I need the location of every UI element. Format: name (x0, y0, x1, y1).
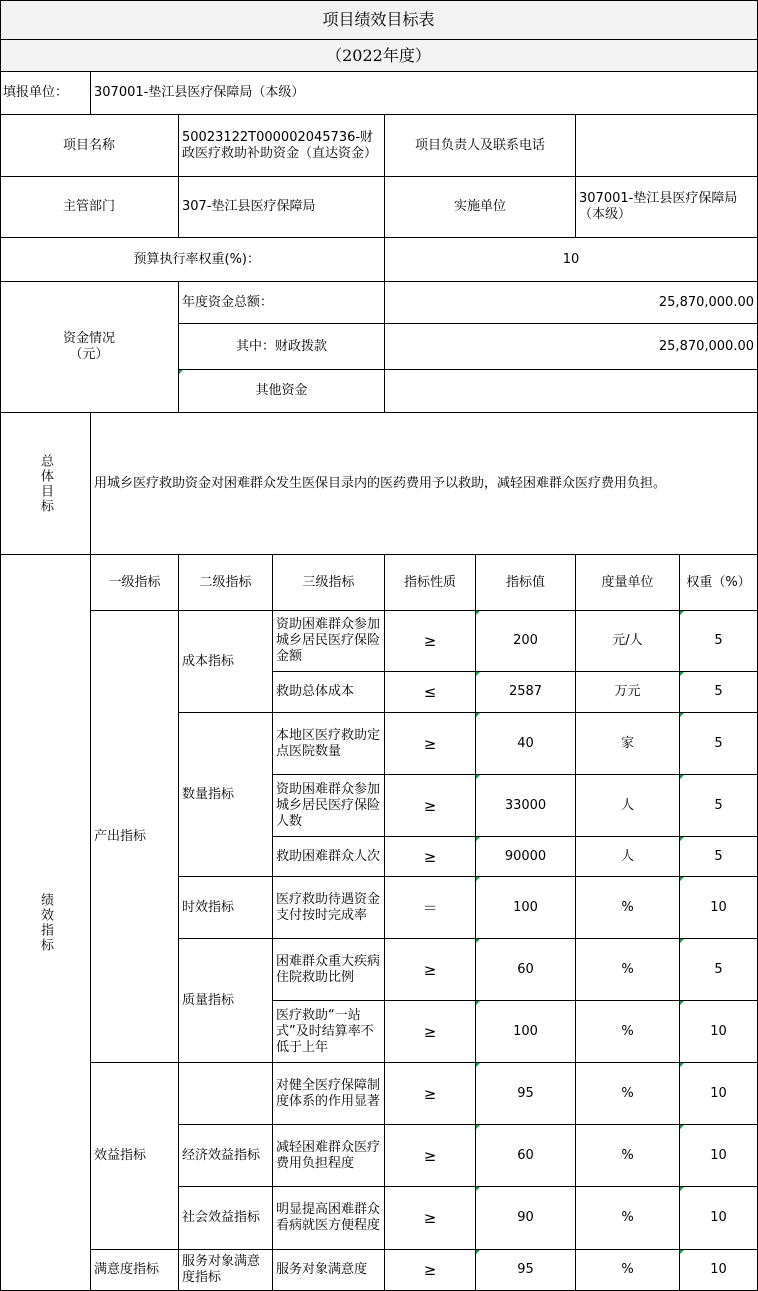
contact-value (576, 115, 758, 177)
indicator-name: 本地区医疗救助定点医院数量 (273, 713, 385, 775)
indicator-weight: 5 (680, 672, 758, 713)
level2-cost: 成本指标 (179, 611, 273, 713)
sheet-title: 项目绩效目标表 (0, 0, 758, 40)
indicator-name: 明显提高困难群众看病就医方便程度 (273, 1187, 385, 1250)
indicator-name: 医疗救助“一站式”及时结算率不低于上年 (273, 1001, 385, 1063)
unit-value: 307001-垫江县医疗保障局（本级） (91, 72, 758, 115)
indicator-value: 33000 (476, 775, 576, 837)
indicator-name: 医疗救助待遇资金支付按时完成率 (273, 877, 385, 939)
level2-social: 社会效益指标 (179, 1187, 273, 1250)
indicator-name: 救助困难群众人次 (273, 837, 385, 877)
indicator-value: 60 (476, 939, 576, 1001)
funds-other-value (385, 370, 758, 413)
funds-total-label: 年度资金总额： (179, 282, 385, 324)
header-level3: 三级指标 (273, 555, 385, 611)
funds-total-value: 25,870,000.00 (385, 282, 758, 324)
indicator-unit: % (576, 939, 680, 1001)
indicator-weight: 5 (680, 837, 758, 877)
indicator-weight: 5 (680, 611, 758, 672)
unit-label: 填报单位： (0, 72, 91, 115)
budget-weight-value: 10 (385, 238, 758, 282)
indicator-unit: 元/人 (576, 611, 680, 672)
level2-quality: 质量指标 (179, 939, 273, 1063)
indicator-name: 救助总体成本 (273, 672, 385, 713)
level2-timeliness: 时效指标 (179, 877, 273, 939)
indicator-nature: ≥ (385, 1125, 476, 1187)
indicator-value: 60 (476, 1125, 576, 1187)
level2-service-satisfaction: 服务对象满意度指标 (179, 1250, 273, 1291)
indicator-value: 95 (476, 1250, 576, 1291)
indicator-weight: 5 (680, 713, 758, 775)
indicator-unit: % (576, 1187, 680, 1250)
indicator-unit: % (576, 1250, 680, 1291)
impl-value: 307001-垫江县医疗保障局（本级） (576, 177, 758, 238)
indicator-nature: ≥ (385, 939, 476, 1001)
indicator-nature: ≥ (385, 713, 476, 775)
indicator-value: 200 (476, 611, 576, 672)
header-unit: 度量单位 (576, 555, 680, 611)
indicator-nature: ≥ (385, 1063, 476, 1125)
indicator-name: 资助困难群众参加城乡居民医疗保险人数 (273, 775, 385, 837)
perf-label: 绩效指标 (0, 555, 91, 1291)
indicator-unit: % (576, 1001, 680, 1063)
level2-economic: 经济效益指标 (179, 1125, 273, 1187)
indicator-nature: ≥ (385, 775, 476, 837)
indicator-weight: 10 (680, 1125, 758, 1187)
dept-value: 307-垫江县医疗保障局 (179, 177, 385, 238)
funds-fiscal-value: 25,870,000.00 (385, 324, 758, 370)
contact-label: 项目负责人及联系电话 (385, 115, 576, 177)
sheet-year: （2022年度） (0, 40, 758, 72)
project-name-label: 项目名称 (0, 115, 179, 177)
indicator-unit: 万元 (576, 672, 680, 713)
impl-label: 实施单位 (385, 177, 576, 238)
indicator-value: 100 (476, 1001, 576, 1063)
funds-other-label: 其他资金 (179, 370, 385, 413)
indicator-weight: 5 (680, 939, 758, 1001)
indicator-name: 困难群众重大疾病住院救助比例 (273, 939, 385, 1001)
level1-benefit: 效益指标 (91, 1063, 179, 1250)
indicator-nature: ≥ (385, 611, 476, 672)
indicator-nature: ≥ (385, 1001, 476, 1063)
indicator-value: 90000 (476, 837, 576, 877)
header-nature: 指标性质 (385, 555, 476, 611)
indicator-nature: ＝ (385, 877, 476, 939)
indicator-nature: ≥ (385, 1250, 476, 1291)
header-level1: 一级指标 (91, 555, 179, 611)
indicator-value: 100 (476, 877, 576, 939)
funds-fiscal-label: 其中：财政拨款 (179, 324, 385, 370)
header-level2: 二级指标 (179, 555, 273, 611)
indicator-unit: % (576, 877, 680, 939)
indicator-unit: 家 (576, 713, 680, 775)
indicator-weight: 10 (680, 1250, 758, 1291)
indicator-value: 2587 (476, 672, 576, 713)
indicator-unit: % (576, 1063, 680, 1125)
indicator-nature: ≥ (385, 1187, 476, 1250)
indicator-name: 减轻困难群众医疗费用负担程度 (273, 1125, 385, 1187)
indicator-value: 40 (476, 713, 576, 775)
dept-label: 主管部门 (0, 177, 179, 238)
level1-output: 产出指标 (91, 611, 179, 1063)
indicator-nature: ≤ (385, 672, 476, 713)
indicator-unit: 人 (576, 837, 680, 877)
indicator-nature: ≥ (385, 837, 476, 877)
indicator-name: 服务对象满意度 (273, 1250, 385, 1291)
header-weight: 权重（%） (680, 555, 758, 611)
indicator-unit: % (576, 1125, 680, 1187)
level1-satisfaction: 满意度指标 (91, 1250, 179, 1291)
indicator-value: 90 (476, 1187, 576, 1250)
indicator-weight: 10 (680, 1187, 758, 1250)
indicator-value: 95 (476, 1063, 576, 1125)
indicator-weight: 10 (680, 1001, 758, 1063)
indicator-unit: 人 (576, 775, 680, 837)
indicator-name: 对健全医疗保障制度体系的作用显著 (273, 1063, 385, 1125)
indicator-weight: 10 (680, 1063, 758, 1125)
level2-quantity: 数量指标 (179, 713, 273, 877)
indicator-name: 资助困难群众参加城乡居民医疗保险金额 (273, 611, 385, 672)
indicator-weight: 10 (680, 877, 758, 939)
goal-label: 总体目标 (0, 413, 91, 555)
budget-weight-label: 预算执行率权重(%)： (0, 238, 385, 282)
goal-text: 用城乡医疗救助资金对困难群众发生医保目录内的医药费用予以救助，减轻困难群众医疗费用负担。 (91, 413, 758, 555)
project-name-value: 50023122T000002045736-财政医疗救助补助资金（直达资金） (179, 115, 385, 177)
header-value: 指标值 (476, 555, 576, 611)
level2-blank (179, 1063, 273, 1125)
funds-label: 资金情况（元） (0, 282, 179, 413)
indicator-weight: 5 (680, 775, 758, 837)
